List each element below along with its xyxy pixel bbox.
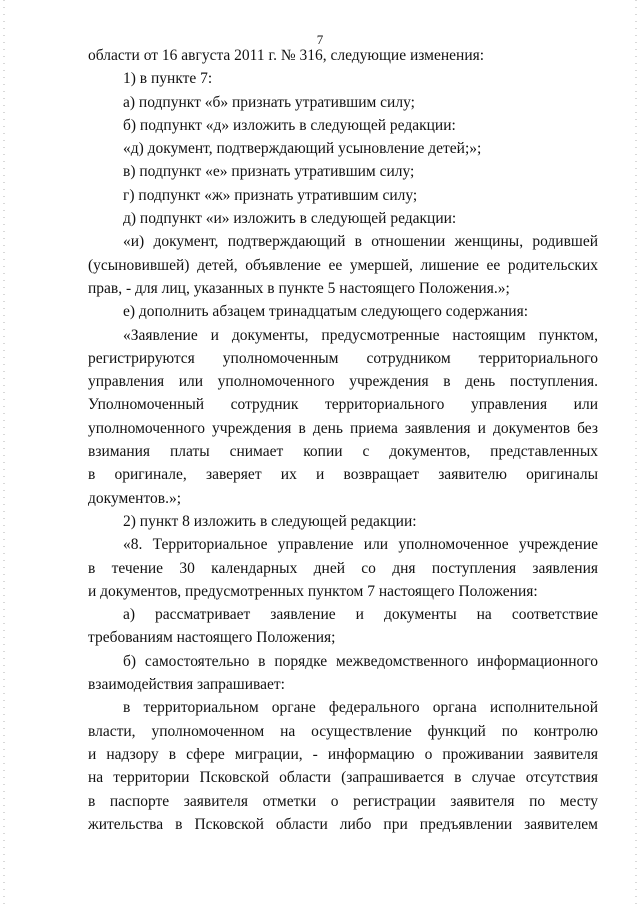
text-line: взаимодействия запрашивает:: [88, 676, 285, 694]
text-line: «Заявление и документы, предусмотренные настоящим пунктом,: [123, 326, 598, 344]
text-line: 2) пункт 8 изложить в следующей редакции:: [123, 512, 417, 530]
text-line: г) подпункт «ж» признать утратившим силу;: [123, 186, 418, 204]
text-line: прав, - для лиц, указанных в пункте 5 настоящего Положения.»;: [88, 279, 510, 297]
text-line: (усыновившей) детей, объявление ее умершей, лишение ее родительских: [88, 256, 598, 274]
text-line: и надзору в сфере миграции, - информацию о проживании заявителя: [88, 745, 598, 763]
text-line: в течение 30 календарных дней со дня поступления заявления: [88, 559, 598, 577]
text-line: а) подпункт «б» признать утратившим силу;: [123, 93, 415, 111]
text-line: в паспорте заявителя отметки о регистрации заявителя по месту: [88, 792, 598, 810]
scan-edge-right: [635, 0, 637, 905]
text-line: на территории Псковской области (запрашивается в случае отсутствия: [88, 769, 598, 787]
text-line: власти, уполномоченном на осуществление функций по контролю: [88, 722, 598, 740]
text-line: Уполномоченный сотрудник территориального управления или: [88, 396, 598, 414]
text-line: регистрируются уполномоченным сотрудником территориального: [88, 349, 598, 367]
document-body: [88, 44, 598, 836]
text-line: е) дополнить абзацем тринадцатым следующего содержания:: [123, 303, 529, 321]
page-number: 7: [316, 32, 324, 47]
text-line: документов.»;: [88, 489, 182, 507]
text-line: «8. Территориальное управление или уполномоченное учреждение: [123, 536, 598, 554]
text-line: б) самостоятельно в порядке межведомственного информационного: [123, 652, 598, 670]
text-line: в оригинале, заверяет их и возвращает заявителю оригиналы: [88, 466, 598, 484]
text-line: б) подпункт «д» изложить в следующей редакции:: [123, 116, 456, 134]
text-line: «д) документ, подтверждающий усыновление детей;»;: [123, 140, 482, 158]
text-line: «и) документ, подтверждающий в отношении женщины, родившей: [123, 233, 598, 251]
text-line: требованиям настоящего Положения;: [88, 629, 336, 647]
text-line: уполномоченного учреждения в день приема заявления и документов без: [88, 419, 598, 437]
text-line: 1) в пункте 7:: [123, 70, 213, 88]
text-line: взимания платы снимает копии с документов, представленных: [88, 443, 598, 461]
text-line: д) подпункт «и» изложить в следующей редакции:: [123, 210, 457, 228]
text-line: управления или уполномоченного учреждения в день поступления.: [88, 373, 598, 391]
text-line: и документов, предусмотренных пунктом 7 настоящего Положения:: [88, 582, 538, 600]
scan-edge-left: [3, 0, 5, 905]
text-line: жительства в Псковской области либо при предъявлении заявителем: [88, 815, 598, 833]
text-line: а) рассматривает заявление и документы на соответствие: [123, 606, 598, 624]
text-line: области от 16 августа 2011 г. № 316, следующие изменения:: [88, 47, 485, 64]
text-line: в) подпункт «е» признать утратившим силу;: [123, 163, 415, 181]
text-line: в территориальном органе федерального органа исполнительной: [123, 699, 598, 717]
